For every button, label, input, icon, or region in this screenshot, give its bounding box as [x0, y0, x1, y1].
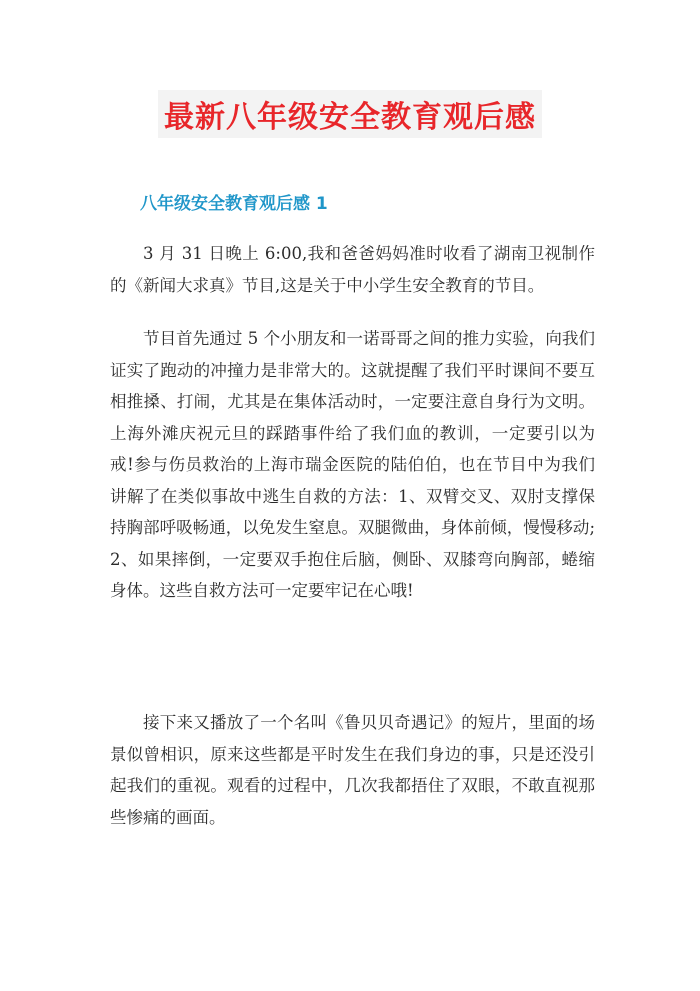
paragraph-2-block: [110, 323, 595, 607]
paragraph-1-block: [110, 238, 595, 301]
title-container: [0, 90, 700, 138]
document-title: 最新八年级安全教育观后感: [158, 90, 542, 138]
paragraph: 接下来又播放了一个名叫《鲁贝贝奇遇记》的短片，里面的场景似曾相识，原来这些都是平时发生在我们身边的事，只是还没引起我们的重视。观看的过程中，几次我都捂住了双眼，不敢直视那些惨痛的画面。: [110, 713, 595, 827]
section-heading: 八年级安全教育观后感 1: [140, 194, 328, 214]
paragraph: 3 月 31 日晚上 6:00,我和爸爸妈妈准时收看了湖南卫视制作的《新闻大求真》节目,这是关于中小学生安全教育的节目。: [110, 244, 595, 295]
paragraph-3-block: [110, 707, 595, 833]
paragraph: 节目首先通过 5 个小朋友和一诺哥哥之间的推力实验，向我们证实了跑动的冲撞力是非常大的。这就提醒了我们平时课间不要互相推搡、打闹，尤其是在集体活动时，一定要注意自身行为文明。上海外滩庆祝元旦的踩踏事件给了我们血的教训，一定要引以为戒!参与伤员救治的上海市瑞金医院的陆伯伯，也在节目中为我们讲解了在类似事故中逃生自救的方法：1、双臂交叉、双肘支撑保持胸部呼吸畅通，以免发生窒息。双腿微曲，身体前倾，慢慢移动;2、如果摔倒，一定要双手抱住后脑，侧卧、双膝弯向胸部，蜷缩身体。这些自救方法可一定要牢记在心哦!: [110, 329, 595, 600]
